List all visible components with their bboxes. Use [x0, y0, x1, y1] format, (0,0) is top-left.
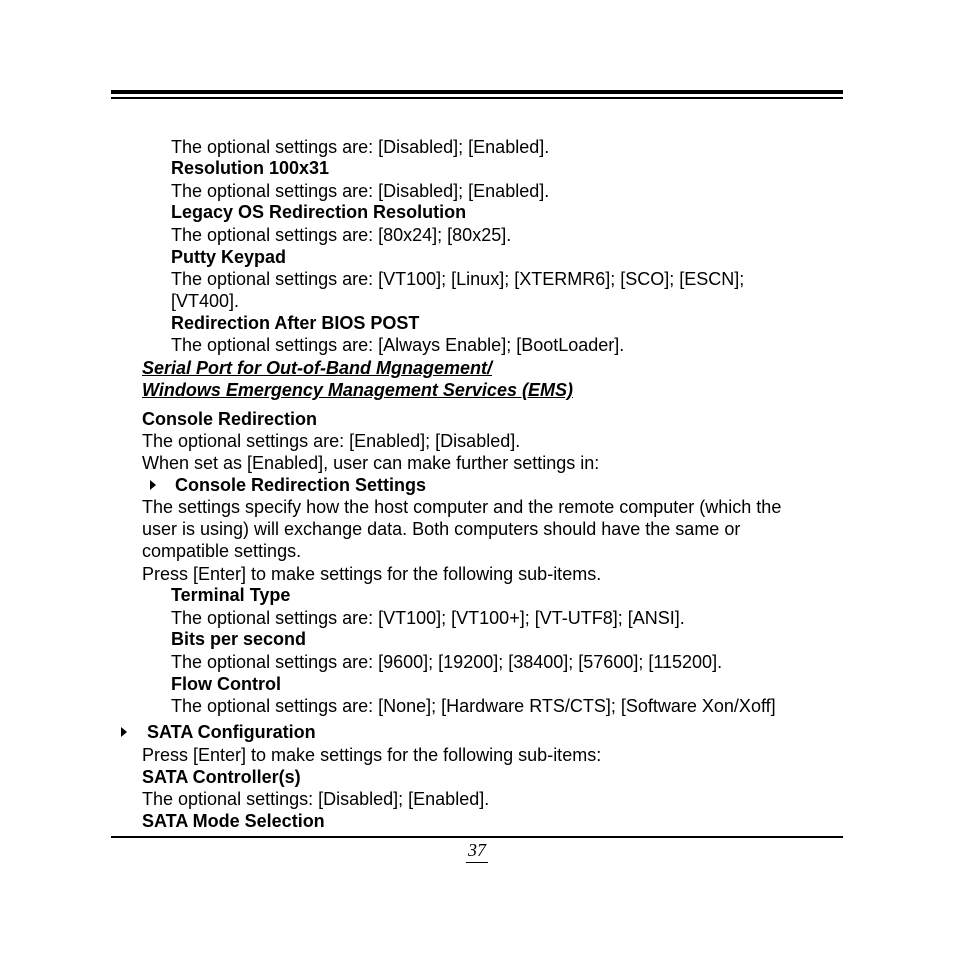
text-line: The optional settings are: [VT100]; [VT100+]; [VT-UTF8]; [ANSI].: [171, 608, 685, 628]
section-title: Windows Emergency Management Services (EMS): [142, 380, 573, 400]
setting-heading: SATA Controller(s): [142, 767, 301, 787]
text-line: The optional settings are: [Enabled]; [Disabled].: [142, 431, 521, 451]
setting-heading: Redirection After BIOS POST: [171, 313, 420, 333]
text-line: user is using) will exchange data. Both computers should have the same or: [142, 519, 741, 539]
setting-heading: Terminal Type: [171, 585, 291, 605]
submenu-heading: Console Redirection Settings: [175, 475, 427, 495]
text-line: The settings specify how the host computer and the remote computer (which the: [142, 497, 782, 517]
setting-heading: Resolution 100x31: [171, 158, 330, 178]
footer-rule: [111, 836, 843, 838]
setting-heading: Console Redirection: [142, 409, 318, 429]
setting-heading: Legacy OS Redirection Resolution: [171, 202, 467, 222]
setting-heading: Putty Keypad: [171, 247, 287, 267]
section-title: Serial Port for Out-of-Band Mgnagement/: [142, 358, 493, 378]
page-number-text: 37: [466, 840, 488, 863]
text-line: [VT400].: [171, 291, 240, 311]
triangle-bullet-icon: [121, 727, 127, 737]
text-line: The optional settings are: [Disabled]; [Enabled].: [171, 137, 550, 157]
text-line: Press [Enter] to make settings for the following sub-items.: [142, 564, 602, 584]
setting-heading: Flow Control: [171, 674, 281, 694]
setting-heading: Bits per second: [171, 629, 307, 649]
text-line: The optional settings are: [9600]; [19200]; [38400]; [57600]; [115200].: [171, 652, 723, 672]
text-line: The optional settings are: [Disabled]; [Enabled].: [171, 181, 550, 201]
text-line: The optional settings: [Disabled]; [Enabled].: [142, 789, 490, 809]
text-line: Press [Enter] to make settings for the following sub-items:: [142, 745, 602, 765]
text-line: When set as [Enabled], user can make further settings in:: [142, 453, 600, 473]
header-rule-thick: [111, 90, 843, 94]
text-line: The optional settings are: [Always Enable]; [BootLoader].: [171, 335, 625, 355]
triangle-bullet-icon: [150, 480, 156, 490]
text-line: compatible settings.: [142, 541, 302, 561]
text-line: The optional settings are: [None]; [Hardware RTS/CTS]; [Software Xon/Xoff]: [171, 696, 776, 716]
text-line: The optional settings are: [80x24]; [80x25].: [171, 225, 512, 245]
submenu-heading: SATA Configuration: [147, 722, 316, 742]
text-line: The optional settings are: [VT100]; [Linux]; [XTERMR6]; [SCO]; [ESCN];: [171, 269, 745, 289]
page-number: [0, 840, 954, 860]
setting-heading: SATA Mode Selection: [142, 811, 325, 831]
header-rule-thin: [111, 97, 843, 99]
